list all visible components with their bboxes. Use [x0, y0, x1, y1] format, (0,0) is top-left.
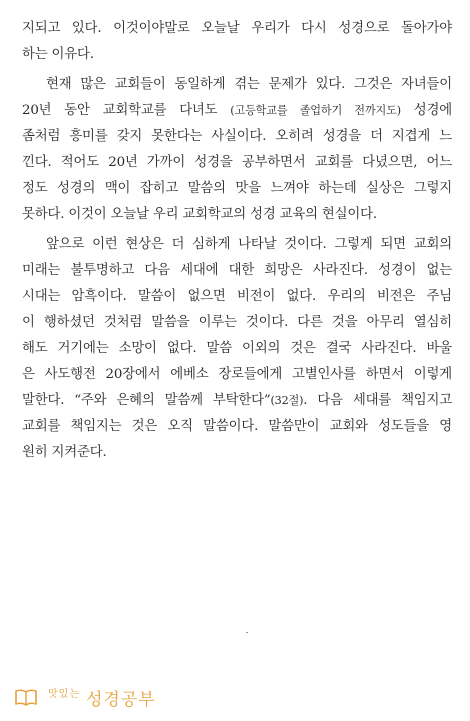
text-line: 지되고 있다. 이것이야말로 오늘날 우리가 다시 성경으로 돌아가야	[22, 21, 452, 36]
body-text	[22, 16, 452, 466]
page-center-mark	[246, 632, 248, 633]
footer-logo-small: 맛있는	[48, 688, 80, 700]
text-segment: . 다음 세대를 책임지고	[303, 393, 453, 408]
text-line: 은 사도행전 20장에서 에베소 장로들에게 고별인사를 하면서 이렇게	[22, 367, 452, 382]
text-segment: 20년 동안 교회학교를 다녀도	[22, 103, 231, 118]
text-segment: 성경에	[400, 103, 453, 118]
running-footer	[14, 683, 156, 711]
text-line	[22, 388, 452, 414]
open-book-icon	[14, 688, 38, 706]
text-line: 하는 이유다.	[22, 47, 94, 62]
parenthetical-note: (고등학교를 졸업하기 전까지도)	[230, 104, 401, 117]
text-line: 시대는 암흑이다. 말씀이 없으면 비전이 없다. 우리의 비전은 주님	[22, 289, 452, 304]
text-segment: 말한다. “주와 은혜의 말씀께 부탁한다”	[22, 393, 271, 408]
verse-reference: (32절)	[270, 394, 304, 407]
text-line: 미래는 불투명하고 다음 세대에 대한 희망은 사라진다. 성경이 없는	[22, 263, 452, 278]
text-line: 해도 거기에는 소망이 없다. 말씀 이외의 것은 결국 사라진다. 바울	[22, 341, 452, 356]
text-line: 앞으로 이런 현상은 더 심하게 나타날 것이다. 그렇게 되면 교회의	[46, 237, 452, 252]
text-line: 현재 많은 교회들이 동일하게 겪는 문제가 있다. 그것은 자녀들이	[46, 77, 452, 92]
text-line: 낀다. 적어도 20년 가까이 성경을 공부하면서 교회를 다녔으면, 어느	[22, 155, 452, 170]
text-line	[22, 98, 452, 124]
text-line: 교회를 책임지는 것은 오직 말씀이다. 말씀만이 교회와 성도들을 영	[22, 419, 452, 434]
text-line: 원히 지켜준다.	[22, 445, 107, 460]
text-line: 정도 성경의 맥이 잡히고 말씀의 맛을 느껴야 하는데 실상은 그렇지	[22, 181, 452, 196]
footer-logo	[45, 685, 156, 710]
footer-logo-main: 성경공부	[85, 689, 156, 710]
text-line: 좀처럼 흥미를 갖지 못한다는 사실이다. 오히려 성경을 더 지겹게 느	[22, 129, 452, 144]
text-line: 이 행하셨던 것처럼 말씀을 이루는 것이다. 다른 것을 아무리 열심히	[22, 315, 452, 330]
text-line: 못하다. 이것이 오늘날 우리 교회학교의 성경 교육의 현실이다.	[22, 207, 377, 222]
